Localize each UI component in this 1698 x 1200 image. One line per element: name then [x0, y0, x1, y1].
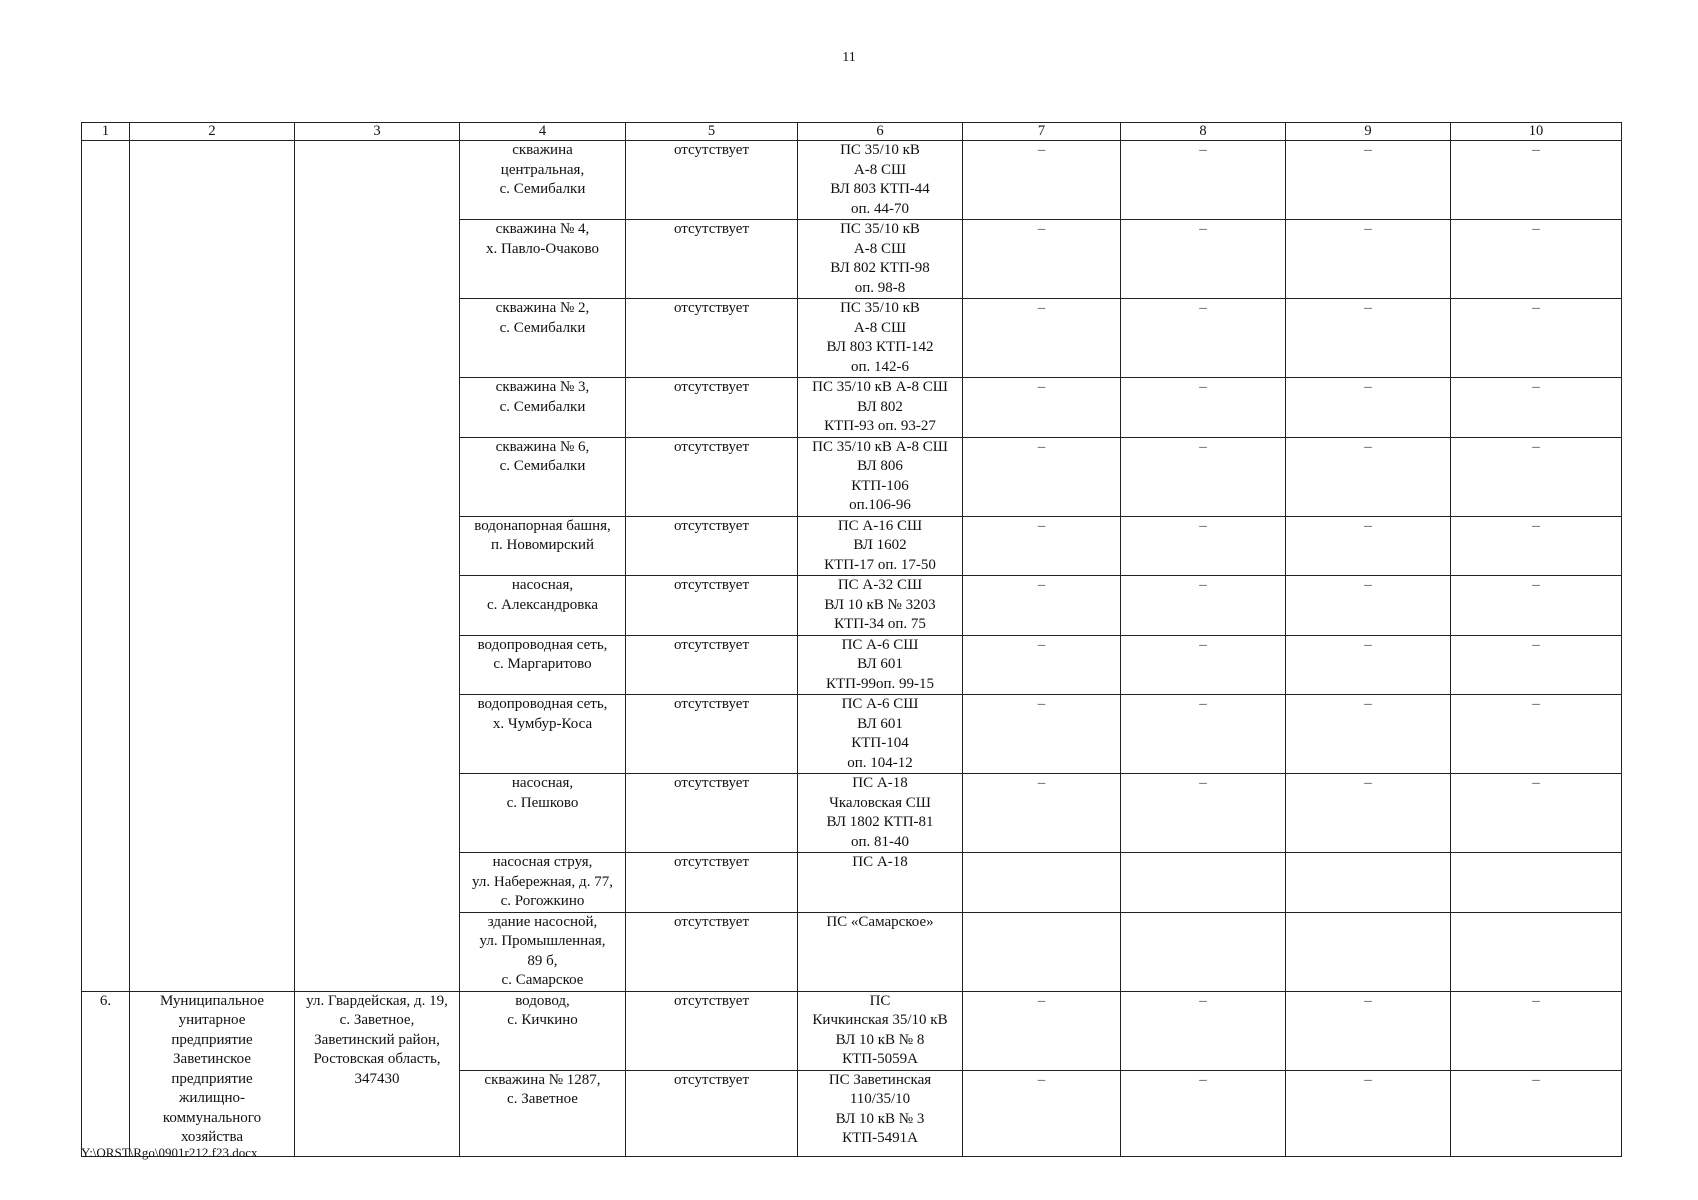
- col8-cell: –: [1121, 437, 1286, 516]
- col9-cell: –: [1286, 1070, 1451, 1156]
- object-cell-line: с. Семибалки: [499, 181, 586, 197]
- object-cell-line: водовод,: [515, 992, 570, 1009]
- status-cell: отсутствует: [626, 378, 798, 438]
- object-cell-line: центральная,: [500, 161, 585, 178]
- col7-cell: [963, 853, 1121, 913]
- org-address-cell-line: с. Заветное,: [339, 1012, 415, 1028]
- col10-cell: –: [1451, 516, 1622, 576]
- power-source-cell-line: ВЛ 10 кВ № 3203: [824, 596, 936, 613]
- power-source-cell: [798, 437, 963, 516]
- power-source-cell-line: ВЛ 1802 КТП-81: [826, 814, 934, 830]
- column-header: 8: [1121, 123, 1286, 141]
- status-cell: отсутствует: [626, 1070, 798, 1156]
- column-header: 7: [963, 123, 1121, 141]
- object-cell: [460, 991, 626, 1070]
- org-name-cell-line: предприятие: [171, 1031, 253, 1048]
- object-cell: [460, 141, 626, 220]
- power-source-cell-line: ПС А-6 СШ: [841, 696, 919, 712]
- col10-cell: –: [1451, 1070, 1622, 1156]
- object-cell-line: скважина № 1287,: [484, 1071, 601, 1088]
- object-cell-line: скважина № 2,: [495, 300, 590, 316]
- org-name-cell-line: предприятие: [171, 1070, 253, 1087]
- col10-cell: –: [1451, 695, 1622, 774]
- status-cell: отсутствует: [626, 912, 798, 991]
- col10-cell: –: [1451, 220, 1622, 299]
- status-cell: отсутствует: [626, 774, 798, 853]
- continuation-address-cell: [295, 141, 460, 992]
- org-name-cell-line: коммунального: [162, 1109, 262, 1126]
- object-cell: [460, 299, 626, 378]
- power-source-cell-line: КТП-17 оп. 17-50: [824, 556, 936, 573]
- col7-cell: –: [963, 220, 1121, 299]
- power-source-cell-line: Кичкинская 35/10 кВ: [812, 1012, 948, 1028]
- power-source-cell-line: оп.106-96: [849, 497, 911, 513]
- object-cell-line: скважина № 6,: [495, 438, 590, 455]
- col9-cell: –: [1286, 516, 1451, 576]
- continuation-number-cell: [82, 141, 130, 992]
- power-source-cell-line: 110/35/10: [849, 1091, 911, 1107]
- column-header: 1: [82, 123, 130, 141]
- object-cell-line: п. Новомирский: [490, 537, 595, 553]
- power-source-cell-line: ПС 35/10 кВ: [840, 221, 920, 237]
- org-address-cell-line: Заветинский район,: [314, 1031, 440, 1048]
- power-source-cell-line: КТП-34 оп. 75: [834, 616, 926, 632]
- col8-cell: –: [1121, 1070, 1286, 1156]
- col8-cell: [1121, 912, 1286, 991]
- object-cell-line: ул. Промышленная,: [479, 933, 606, 949]
- power-source-cell: [798, 695, 963, 774]
- object-cell-line: ул. Набережная, д. 77,: [472, 873, 613, 890]
- org-address-cell-line: 347430: [354, 1070, 400, 1087]
- status-cell: отсутствует: [626, 635, 798, 695]
- object-cell: [460, 912, 626, 991]
- column-header: 2: [130, 123, 295, 141]
- org-number-cell: 6.: [82, 991, 130, 1156]
- col7-cell: –: [963, 695, 1121, 774]
- column-header: 9: [1286, 123, 1451, 141]
- col8-cell: –: [1121, 378, 1286, 438]
- col9-cell: –: [1286, 774, 1451, 853]
- object-cell-line: с. Самарское: [501, 972, 584, 988]
- object-cell-line: с. Семибалки: [499, 458, 586, 474]
- col8-cell: –: [1121, 220, 1286, 299]
- col8-cell: –: [1121, 695, 1286, 774]
- power-source-cell-line: ВЛ 803 КТП-44: [830, 181, 930, 197]
- col7-cell: –: [963, 516, 1121, 576]
- power-source-cell: [798, 378, 963, 438]
- power-source-cell-line: А-8 СШ: [853, 161, 907, 178]
- power-source-cell-line: ВЛ 601: [857, 656, 903, 672]
- power-source-cell-line: ПС А-16 СШ: [837, 517, 923, 534]
- object-cell: [460, 437, 626, 516]
- col9-cell: –: [1286, 695, 1451, 774]
- col7-cell: –: [963, 378, 1121, 438]
- power-source-cell-line: ПС 35/10 кВ: [840, 300, 920, 316]
- power-source-cell-line: ВЛ 802: [857, 398, 903, 415]
- object-cell-line: скважина № 3,: [495, 379, 590, 395]
- status-cell: отсутствует: [626, 991, 798, 1070]
- col7-cell: –: [963, 576, 1121, 636]
- power-source-cell: [798, 299, 963, 378]
- object-cell: [460, 576, 626, 636]
- object-cell-line: с. Заветное: [507, 1091, 578, 1107]
- power-source-cell-line: ВЛ 10 кВ № 8: [835, 1031, 925, 1048]
- col8-cell: –: [1121, 635, 1286, 695]
- col8-cell: –: [1121, 516, 1286, 576]
- col7-cell: –: [963, 635, 1121, 695]
- col7-cell: –: [963, 299, 1121, 378]
- power-source-cell: [798, 635, 963, 695]
- power-source-cell-line: КТП-106: [851, 477, 909, 494]
- page-number: 11: [842, 50, 856, 65]
- object-cell-line: насосная струя,: [492, 854, 593, 870]
- object-cell-line: 89 б,: [527, 952, 558, 969]
- org-name-cell-line: Заветинское: [173, 1051, 251, 1067]
- object-cell: [460, 1070, 626, 1156]
- power-source-cell-line: ПС 35/10 кВ А-8 СШ: [812, 379, 948, 395]
- power-source-cell: [798, 912, 963, 991]
- status-cell: отсутствует: [626, 220, 798, 299]
- col10-cell: –: [1451, 141, 1622, 220]
- status-cell: отсутствует: [626, 516, 798, 576]
- power-source-cell-line: КТП-5059А: [842, 1051, 918, 1067]
- object-cell-line: с. Александровка: [486, 596, 598, 613]
- col7-cell: –: [963, 991, 1121, 1070]
- org-name-cell: [130, 991, 295, 1156]
- column-header: 4: [460, 123, 626, 141]
- status-cell: отсутствует: [626, 853, 798, 913]
- power-source-cell-line: КТП-99оп. 99-15: [825, 675, 935, 692]
- org-name-cell-line: Муниципальное: [159, 992, 265, 1009]
- power-source-cell-line: КТП-93 оп. 93-27: [824, 418, 936, 434]
- col8-cell: –: [1121, 774, 1286, 853]
- power-source-cell-line: ПС: [869, 992, 891, 1009]
- footer-file-path: Y:\ORST\Rgo\0901r212.f23.docx: [81, 1145, 258, 1160]
- object-cell-line: скважина № 4,: [495, 221, 590, 237]
- col7-cell: –: [963, 774, 1121, 853]
- object-cell: [460, 378, 626, 438]
- object-cell-line: с. Семибалки: [499, 398, 586, 415]
- column-header: 10: [1451, 123, 1622, 141]
- power-source-cell: [798, 576, 963, 636]
- power-source-cell-line: оп. 81-40: [850, 833, 910, 850]
- col10-cell: –: [1451, 991, 1622, 1070]
- col8-cell: –: [1121, 991, 1286, 1070]
- status-cell: отсутствует: [626, 576, 798, 636]
- object-cell-line: х. Павло-Очаково: [486, 240, 599, 257]
- object-cell-line: с. Пешково: [506, 794, 579, 811]
- power-source-cell-line: ВЛ 1602: [853, 537, 907, 553]
- object-cell-line: с. Рогожкино: [500, 893, 585, 909]
- object-cell-line: насосная,: [511, 577, 574, 593]
- col9-cell: –: [1286, 437, 1451, 516]
- org-name-cell-line: жилищно-: [179, 1090, 245, 1106]
- col9-cell: –: [1286, 576, 1451, 636]
- power-source-cell-line: ПС А-32 СШ: [837, 577, 923, 593]
- power-source-cell-line: ВЛ 601: [857, 715, 903, 732]
- power-source-cell-line: ВЛ 802 КТП-98: [830, 260, 930, 276]
- column-header: 3: [295, 123, 460, 141]
- power-source-cell-line: ПС Заветинская: [828, 1071, 932, 1088]
- registry-body: [82, 141, 1622, 1157]
- continuation-name-cell: [130, 141, 295, 992]
- object-cell: [460, 853, 626, 913]
- power-source-cell: [798, 853, 963, 913]
- object-cell-line: с. Семибалки: [499, 319, 586, 336]
- object-cell: [460, 635, 626, 695]
- col10-cell: [1451, 853, 1622, 913]
- object-cell: [460, 774, 626, 853]
- power-source-cell-line: А-8 СШ: [853, 240, 907, 257]
- org-address-cell-line: Ростовская область,: [313, 1051, 441, 1067]
- org-address-cell: [295, 991, 460, 1156]
- object-cell-line: с. Кичкино: [507, 1012, 578, 1028]
- col7-cell: –: [963, 141, 1121, 220]
- power-source-cell-line: ПС 35/10 кВ А-8 СШ: [812, 438, 948, 455]
- col7-cell: –: [963, 1070, 1121, 1156]
- object-cell-line: здание насосной,: [487, 913, 598, 930]
- col8-cell: –: [1121, 299, 1286, 378]
- col8-cell: –: [1121, 141, 1286, 220]
- power-source-cell: [798, 220, 963, 299]
- power-source-cell: [798, 516, 963, 576]
- power-source-cell-line: А-8 СШ: [853, 319, 907, 336]
- col7-cell: –: [963, 437, 1121, 516]
- table-row: [82, 991, 1622, 1070]
- object-cell-line: насосная,: [511, 775, 574, 791]
- col8-cell: –: [1121, 576, 1286, 636]
- object-cell-line: водонапорная башня,: [474, 517, 611, 534]
- power-source-cell-line: ПС А-18: [852, 854, 908, 870]
- col9-cell: [1286, 912, 1451, 991]
- org-name-cell-line: унитарное: [178, 1012, 246, 1028]
- col9-cell: –: [1286, 299, 1451, 378]
- col8-cell: [1121, 853, 1286, 913]
- object-cell-line: с. Маргаритово: [493, 656, 592, 672]
- power-source-cell-line: ПС А-6 СШ: [841, 636, 919, 653]
- power-source-cell-line: ВЛ 803 КТП-142: [826, 339, 934, 355]
- col10-cell: –: [1451, 774, 1622, 853]
- object-cell-line: водопроводная сеть,: [477, 696, 608, 712]
- object-cell-line: х. Чумбур-Коса: [492, 715, 593, 732]
- column-header: 6: [798, 123, 963, 141]
- col10-cell: –: [1451, 437, 1622, 516]
- registry-table: [81, 122, 1622, 1157]
- status-cell: отсутствует: [626, 437, 798, 516]
- power-source-cell: [798, 991, 963, 1070]
- status-cell: отсутствует: [626, 695, 798, 774]
- org-name-cell-line: хозяйства: [180, 1129, 244, 1145]
- power-source-cell-line: КТП-5491А: [842, 1130, 918, 1146]
- object-cell: [460, 516, 626, 576]
- power-source-cell-line: ПС 35/10 кВ: [840, 142, 920, 158]
- col10-cell: –: [1451, 378, 1622, 438]
- col9-cell: –: [1286, 141, 1451, 220]
- power-source-cell: [798, 774, 963, 853]
- col10-cell: [1451, 912, 1622, 991]
- col9-cell: [1286, 853, 1451, 913]
- status-cell: отсутствует: [626, 141, 798, 220]
- col9-cell: –: [1286, 991, 1451, 1070]
- power-source-cell: [798, 141, 963, 220]
- power-source-cell-line: оп. 44-70: [850, 200, 910, 217]
- power-source-cell-line: ВЛ 10 кВ № 3: [835, 1110, 925, 1127]
- object-cell: [460, 695, 626, 774]
- col10-cell: –: [1451, 299, 1622, 378]
- status-cell: отсутствует: [626, 299, 798, 378]
- column-header: 5: [626, 123, 798, 141]
- col7-cell: [963, 912, 1121, 991]
- column-number-row: [82, 123, 1622, 141]
- power-source-cell-line: КТП-104: [851, 735, 909, 751]
- col9-cell: –: [1286, 220, 1451, 299]
- col10-cell: –: [1451, 635, 1622, 695]
- col9-cell: –: [1286, 378, 1451, 438]
- power-source-cell-line: Чкаловская СШ: [829, 794, 931, 811]
- table-row: [82, 141, 1622, 220]
- col9-cell: –: [1286, 635, 1451, 695]
- object-cell-line: скважина: [512, 142, 573, 158]
- power-source-cell-line: оп. 104-12: [847, 754, 913, 771]
- power-source-cell-line: оп. 142-6: [850, 358, 910, 375]
- power-source-cell-line: ВЛ 806: [857, 458, 903, 474]
- col10-cell: –: [1451, 576, 1622, 636]
- object-cell-line: водопроводная сеть,: [477, 636, 608, 653]
- org-address-cell-line: ул. Гвардейская, д. 19,: [306, 992, 448, 1009]
- power-source-cell: [798, 1070, 963, 1156]
- object-cell: [460, 220, 626, 299]
- power-source-cell-line: ПС «Самарское»: [826, 913, 934, 930]
- power-source-cell-line: ПС А-18: [852, 775, 908, 791]
- power-source-cell-line: оп. 98-8: [854, 279, 906, 296]
